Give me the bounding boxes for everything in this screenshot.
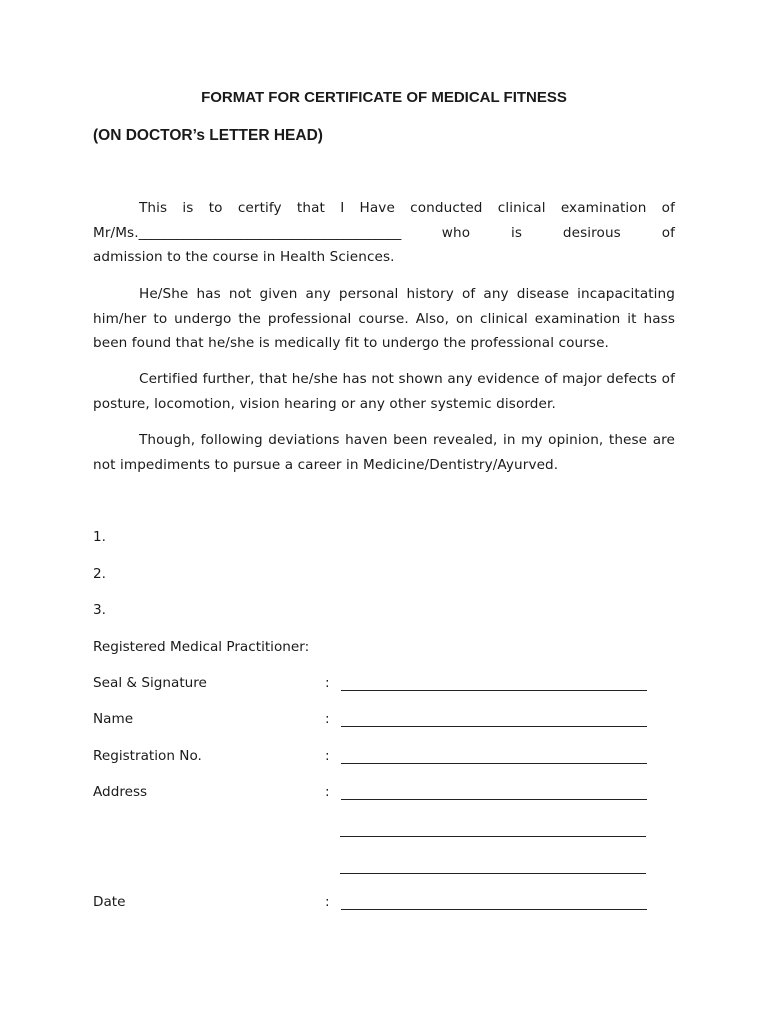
address-line-3 xyxy=(340,873,646,874)
certification-paragraph xyxy=(93,196,675,270)
deviations-paragraph: Though, following deviations haven been revealed, in my opinion, these are not impediments to pursue a career in Medicine/Dentistry/Ayurved. xyxy=(93,432,675,473)
name-label: Name xyxy=(93,711,134,727)
registration-no-label: Registration No. xyxy=(93,748,202,764)
mr-ms-label: Mr/Ms. xyxy=(93,224,139,241)
address-label: Address xyxy=(93,784,148,800)
history-paragraph: He/She has not given any personal history of any disease incapacitating him/her to undergo the professional course. Also, on clinical examination it hass been found that he/she is medically fit to undergo the professional course. xyxy=(93,286,675,351)
practitioner-heading: Registered Medical Practitioner: xyxy=(93,639,310,655)
seal-signature-label: Seal & Signature xyxy=(93,675,207,691)
registration-no-colon: : xyxy=(325,748,330,764)
certification-line-1: This is to certify that I Have conducted clinical examination of xyxy=(139,200,675,216)
document-title: FORMAT FOR CERTIFICATE OF MEDICAL FITNESS xyxy=(201,89,567,106)
address-colon: : xyxy=(325,784,330,800)
deviation-item-3: 3. xyxy=(93,602,106,618)
document-subtitle: (ON DOCTOR’s LETTER HEAD) xyxy=(93,127,323,144)
deviation-item-2: 2. xyxy=(93,566,106,582)
certified-further-paragraph: Certified further, that he/she has not shown any evidence of major defects of posture, locomotion, vision hearing or any other systemic disorder. xyxy=(93,371,675,412)
certification-line-2: Mr/Ms._________________________________________ who is desirous of xyxy=(93,224,676,241)
seal-signature-colon: : xyxy=(325,675,330,691)
name-colon: : xyxy=(325,711,330,727)
date-line xyxy=(341,909,647,910)
date-colon: : xyxy=(325,894,330,910)
seal-signature-line xyxy=(341,690,647,691)
date-label: Date xyxy=(93,894,126,910)
address-line-1 xyxy=(341,799,647,800)
deviation-item-1: 1. xyxy=(93,529,106,545)
registration-no-line xyxy=(341,763,647,764)
name-line xyxy=(341,726,647,727)
address-line-2 xyxy=(340,836,646,837)
candidate-name-blank: _________________________________________ xyxy=(138,224,401,241)
certification-line-3: admission to the course in Health Sciences. xyxy=(93,249,395,265)
